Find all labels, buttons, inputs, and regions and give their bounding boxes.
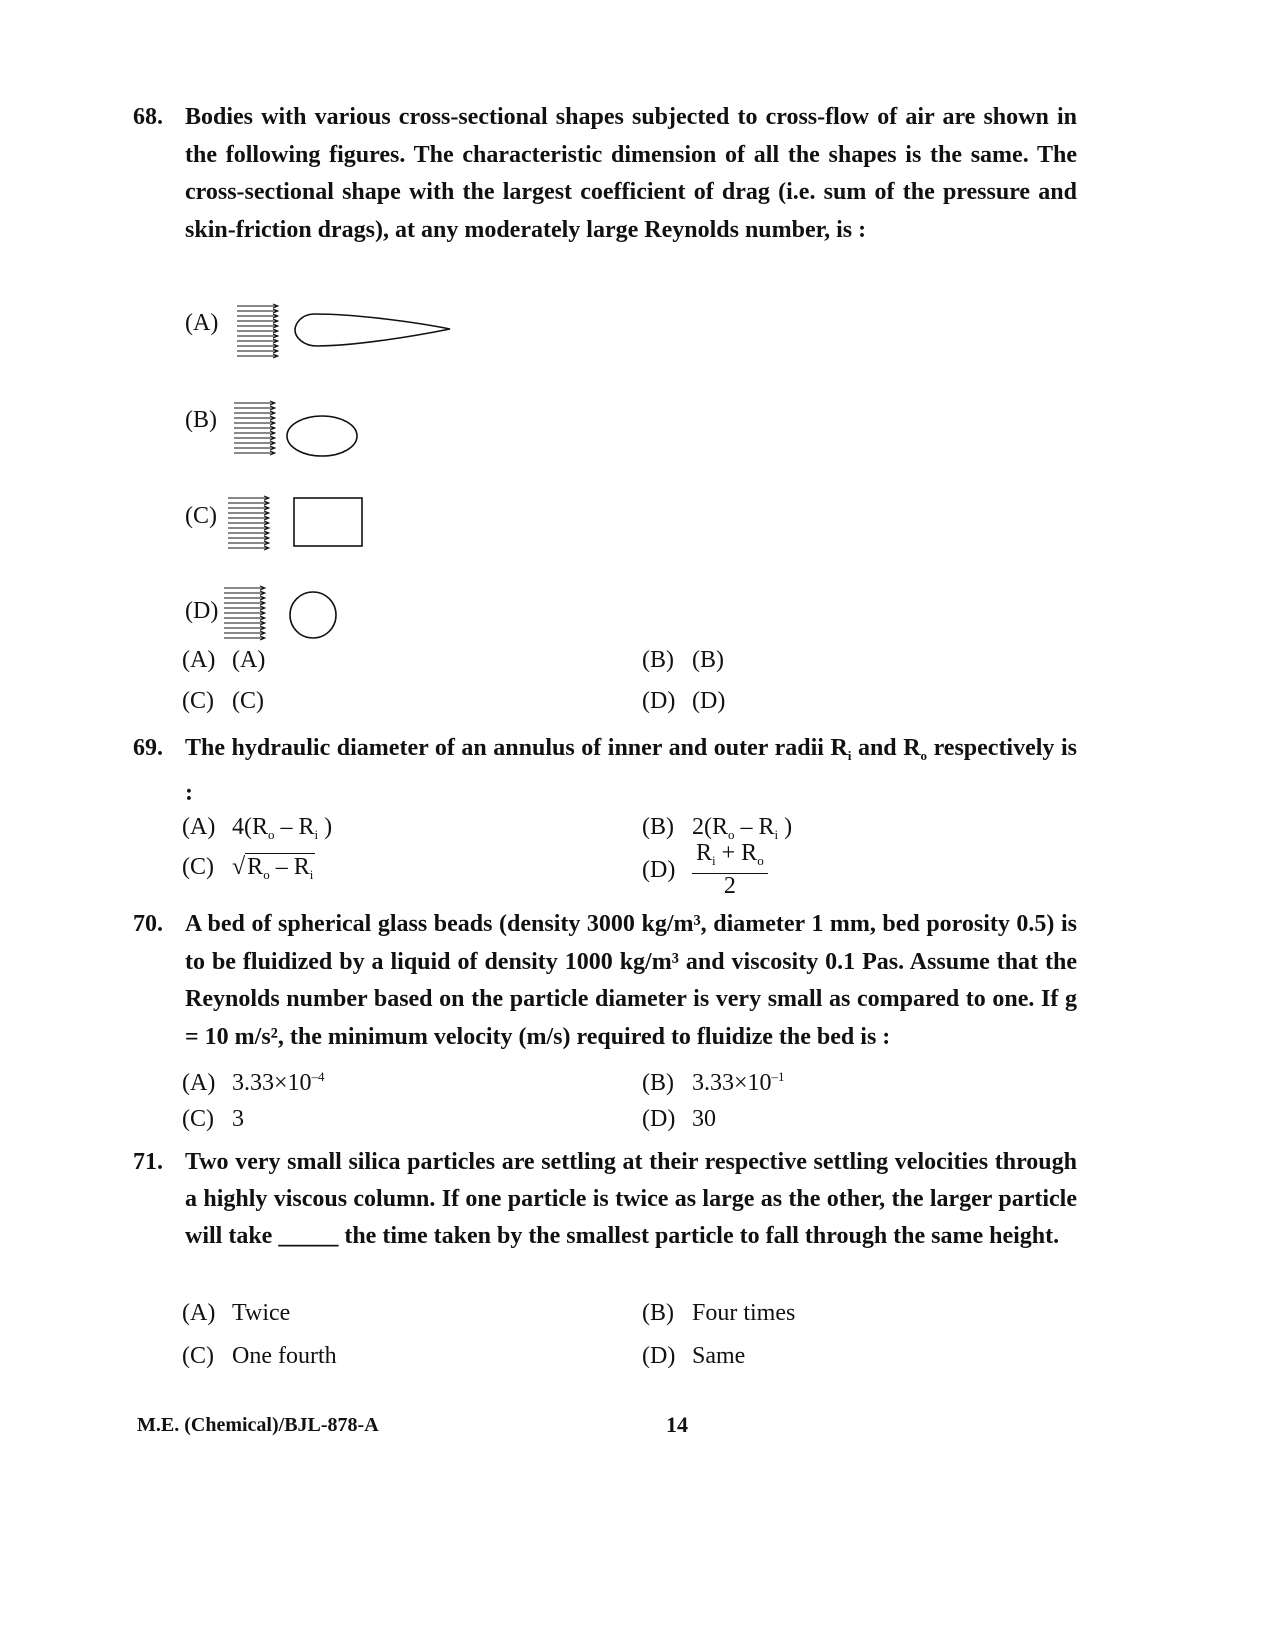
- fraction: $\frac{R_i + R_o}{2}$: [692, 841, 768, 898]
- footer-exam-code: M.E. (Chemical)/BJL-878-A: [137, 1414, 379, 1436]
- figure-a-airfoil: [295, 310, 455, 350]
- q69-option-c: (C) $√R_o - R_i$: [182, 854, 314, 882]
- q69-option-a: (A) $4(R_o - R_i$ ): [182, 814, 333, 842]
- question-68-stem: Bodies with various cross-sectional shapes subjected to cross-flow of air are shown in the following figures. The characteristic dimension of all the shapes is the same. The cross-sectional shape with the largest coefficient of drag (i.e. sum of the pressure and skin-friction drags), at any moderately large Reynolds number, is :: [185, 104, 1077, 243]
- q71-option-b: (B) Four times: [642, 1300, 796, 1326]
- q71-option-a: (A) Twice: [182, 1300, 291, 1326]
- question-71-stem: Two very small silica particles are settling at their respective settling velocities through a highly viscous column. If one particle is twice as large as the other, the larger particle will take _____ the time taken by the smallest particle to fall through the same height.: [185, 1149, 1077, 1249]
- q71-option-d: (D) Same: [642, 1343, 746, 1369]
- sqrt-icon: √: [232, 854, 246, 880]
- figure-d-flow-arrows: [222, 585, 272, 645]
- q68-option-d: (D) (D): [642, 688, 726, 714]
- question-70-stem: A bed of spherical glass beads (density 3000 kg/m³, diameter 1 mm, bed porosity 0.5) is to be fluidized by a liquid of density 1000 kg/m³ and viscosity 0.1 Pas. Assume that the Reynolds number based on the particle diameter is very small as compared to one. If g = 10 m/s², the minimum velocity (m/s) required to fluidize the bed is :: [185, 911, 1077, 1050]
- figure-c-rectangle: [292, 496, 372, 556]
- q70-option-d: (D) 30: [642, 1106, 716, 1132]
- figure-d-label: (D): [185, 598, 219, 624]
- q71-option-c: (C) One fourth: [182, 1343, 337, 1369]
- q69-option-b: (B) $2(R_o - R_i$ ): [642, 814, 793, 842]
- q68-option-c: (C) (C): [182, 688, 264, 714]
- figure-b-label: (B): [185, 407, 217, 433]
- q70-option-c: (C) 3: [182, 1106, 244, 1132]
- figure-b-ellipse: [285, 412, 365, 462]
- q68-option-b: (B) (B): [642, 647, 724, 673]
- q68-option-a: (A) (A): [182, 647, 266, 673]
- figure-a-flow-arrows: [235, 303, 285, 363]
- question-69-stem: The hydraulic diameter of an annulus of inner and outer radii $R_i$ and $R_o$ respectively is :: [185, 735, 1077, 806]
- question-69-number: 69.: [133, 735, 163, 761]
- question-68-number: 68.: [133, 104, 163, 130]
- figure-d-circle: [288, 588, 348, 648]
- footer-page-number: 14: [666, 1412, 688, 1437]
- question-71-number: 71.: [133, 1149, 163, 1175]
- figure-a-label: (A): [185, 310, 219, 336]
- figure-c-flow-arrows: [226, 495, 276, 555]
- question-70-number: 70.: [133, 911, 163, 937]
- q70-option-a: (A) $3.33\times 10^{-4}$: [182, 1069, 325, 1096]
- q69-option-d: (D) $\frac{R_i + R_o}{2}$: [642, 841, 768, 898]
- figure-c-label: (C): [185, 503, 217, 529]
- figure-b-flow-arrows: [232, 400, 282, 460]
- q70-option-b: (B) $3.33\times 10^{-1}$: [642, 1069, 785, 1096]
